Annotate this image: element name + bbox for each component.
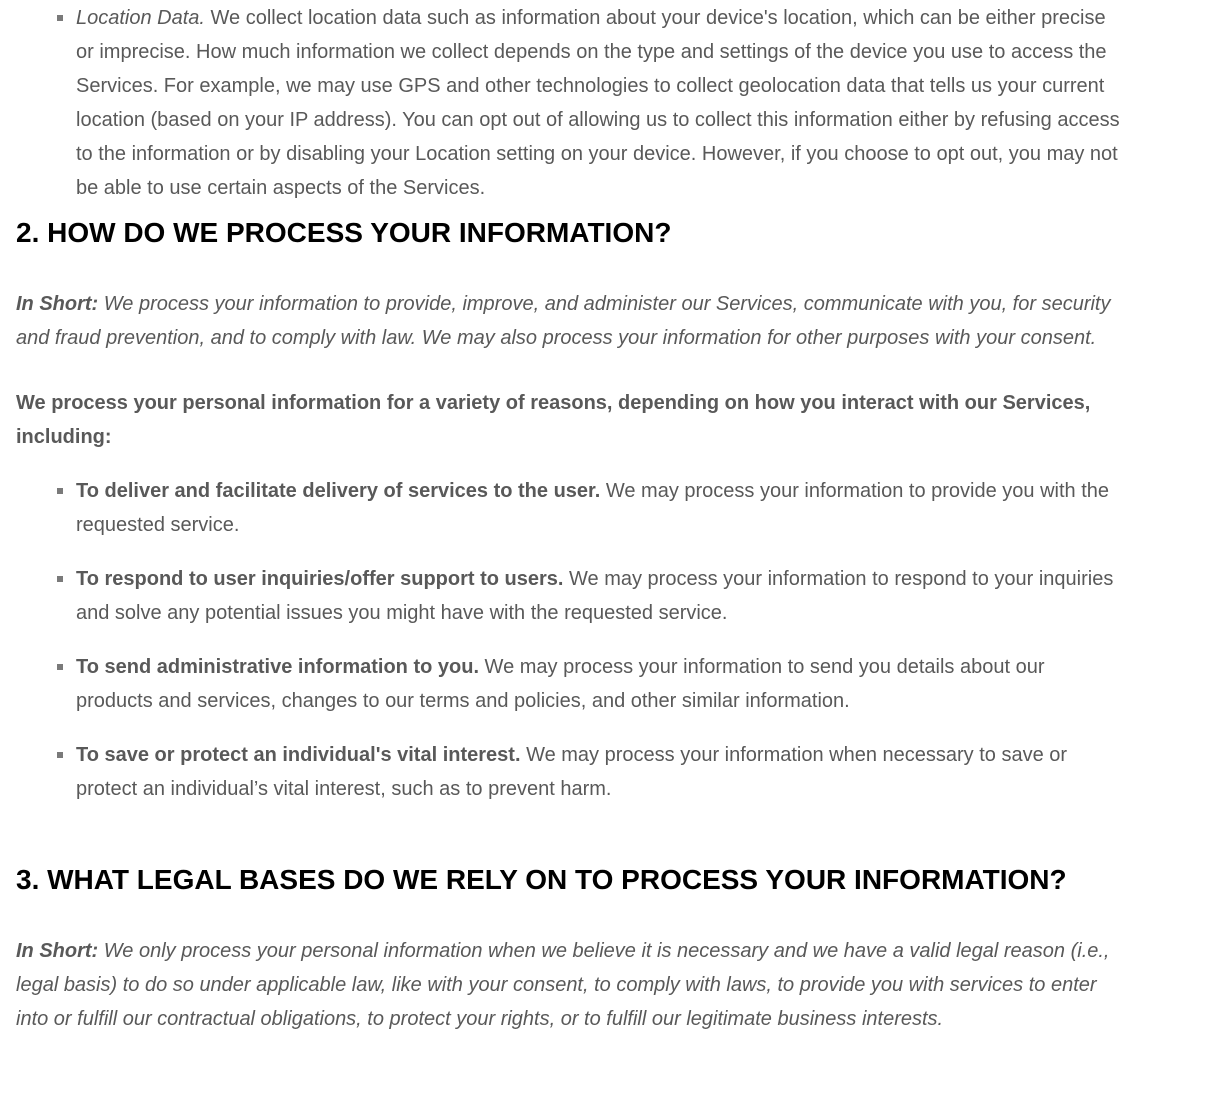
section-2-heading: 2. HOW DO WE PROCESS YOUR INFORMATION? [16, 217, 672, 248]
reason-lead: To send administrative information to you. [76, 656, 479, 678]
section-2-summary-text: We process your information to provide, improve, and administer our Services, communicate with you, for security and fraud prevention, and to comply with law. We may also process your information for other purposes with your consent. [16, 293, 1111, 349]
list-item [16, 738, 1126, 806]
bullet-marker [57, 488, 63, 494]
bullet-marker [57, 664, 63, 670]
section-3-heading: 3. WHAT LEGAL BASES DO WE RELY ON TO PROCESS YOUR INFORMATION? [16, 864, 1067, 895]
bullet-marker [57, 576, 63, 582]
section-2-summary [16, 287, 1126, 355]
reason-text: We may process your information to provide you with the requested service. [76, 480, 1110, 536]
processing-reasons-list [16, 474, 1126, 806]
reason-lead: To save or protect an individual's vital interest. [76, 744, 521, 766]
reason-text: We may process your information to respond to your inquiries and solve any potential issues you might have with the requested service. [76, 568, 1114, 624]
section-2-intro: We process your personal information for a variety of reasons, depending on how you interact with our Services, including: [16, 392, 1091, 448]
section-3-summary-label: In Short: [16, 940, 99, 962]
section-2-summary-label: In Short: [16, 293, 99, 315]
bullet-marker [57, 752, 63, 758]
location-data-item [16, 1, 1126, 205]
list-item [16, 474, 1126, 542]
reason-lead: To respond to user inquiries/offer support to users. [76, 568, 564, 590]
location-data-text: We collect location data such as information about your device's location, which can be either precise or imprecise. How much information we collect depends on the type and settings of the device you use to access the Services. For example, we may use GPS and other technologies to collect geolocation data that tells us your current location (based on your IP address). You can opt out of allowing us to collect this information either by refusing access to the information or by disabling your Location setting on your device. However, if you choose to opt out, you may not be able to use certain aspects of the Services. [76, 7, 1120, 199]
location-data-term: Location Data. [76, 7, 205, 29]
list-item [16, 650, 1126, 718]
section-3-summary [16, 934, 1126, 1036]
location-data-list [16, 0, 1126, 205]
reason-lead: To deliver and facilitate delivery of services to the user. [76, 480, 601, 502]
section-3-summary-text: We only process your personal information when we believe it is necessary and we have a valid legal reason (i.e., legal basis) to do so under applicable law, like with your consent, to comply with laws, to provide you with services to enter into or fulfill our contractual obligations, to protect your rights, or to fulfill our legitimate business interests. [16, 940, 1110, 1030]
reason-text: We may process your information when necessary to save or protect an individual’s vital interest, such as to prevent harm. [76, 744, 1068, 800]
reason-text: We may process your information to send you details about our products and services, changes to our terms and policies, and other similar information. [76, 656, 1045, 712]
bullet-marker [57, 15, 63, 21]
list-item [16, 562, 1126, 630]
